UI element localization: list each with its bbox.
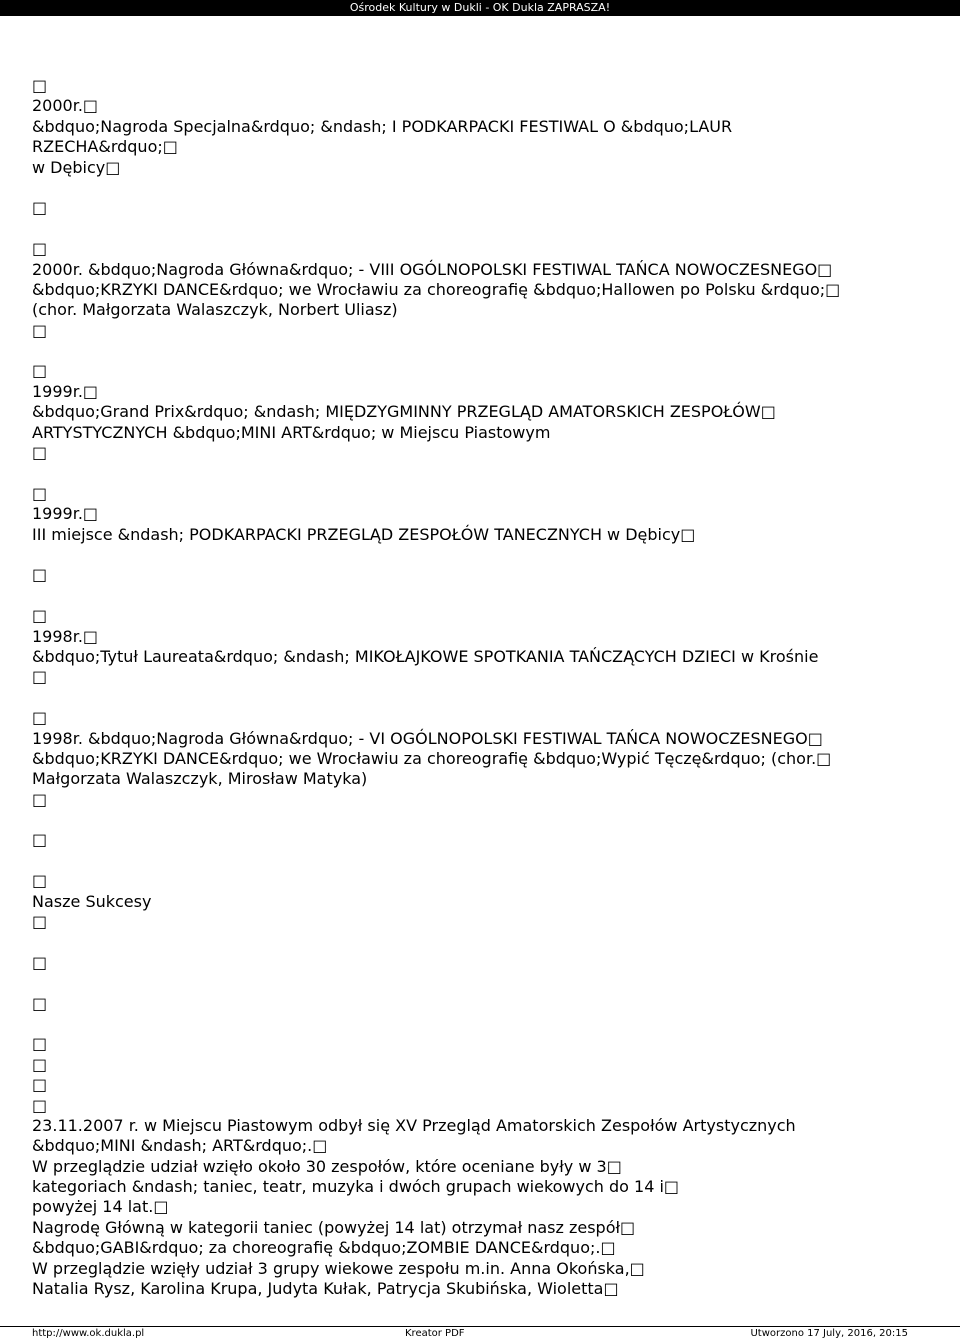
text-line bbox=[32, 219, 932, 239]
text-line: □ bbox=[32, 912, 48, 932]
text-line: Nasze Sukcesy bbox=[32, 891, 152, 911]
page-footer bbox=[0, 1326, 960, 1342]
text-line: □ bbox=[32, 871, 48, 891]
text-line: III miejsce &ndash; PODKARPACKI PRZEGLĄD ZESPOŁÓW TANECZNYCH w Dębicy□ bbox=[32, 524, 696, 544]
text-line bbox=[32, 545, 932, 565]
text-line: 2000r.□ bbox=[32, 96, 99, 116]
text-line: Nagrodę Główną w kategorii taniec (powyżej 14 lat) otrzymał nasz zespół□ bbox=[32, 1217, 636, 1237]
text-line: &bdquo;MINI &ndash; ART&rdquo;.□ bbox=[32, 1136, 328, 1156]
text-line bbox=[32, 178, 932, 198]
text-line bbox=[32, 932, 932, 952]
text-line: □ bbox=[32, 443, 48, 463]
text-line: &bdquo;KRZYKI DANCE&rdquo; we Wrocławiu za choreografię &bdquo;Hallowen po Polsku &rdquo;□ bbox=[32, 279, 841, 299]
text-line: □ bbox=[32, 830, 48, 850]
text-line: Natalia Rysz, Karolina Krupa, Judyta Kułak, Patrycja Skubińska, Wioletta□ bbox=[32, 1279, 619, 1299]
footer-url[interactable]: http://www.ok.dukla.pl bbox=[32, 1328, 145, 1339]
text-line: □ bbox=[32, 1054, 48, 1074]
text-line: &bdquo;KRZYKI DANCE&rdquo; we Wrocławiu za choreografię &bdquo;Wypić Tęczę&rdquo; (chor.□ bbox=[32, 748, 832, 768]
text-line: □ bbox=[32, 789, 48, 809]
text-line: □ bbox=[32, 993, 48, 1013]
text-line: 1999r.□ bbox=[32, 381, 99, 401]
text-line: □ bbox=[32, 606, 48, 626]
text-line bbox=[32, 973, 932, 993]
text-line: ARTYSTYCZNYCH &bdquo;MINI ART&rdquo; w Miejscu Piastowym bbox=[32, 422, 551, 442]
text-line bbox=[32, 688, 932, 708]
text-line: □ bbox=[32, 76, 48, 95]
text-line: 1998r. &bdquo;Nagroda Główna&rdquo; - VI OGÓLNOPOLSKI FESTIWAL TAŃCA NOWOCZESNEGO□ bbox=[32, 728, 823, 748]
text-line: &bdquo;Nagroda Specjalna&rdquo; &ndash; I PODKARPACKI FESTIWAL O &bdquo;LAUR bbox=[32, 116, 733, 136]
footer-created: Utworzono 17 July, 2016, 20:15 bbox=[750, 1328, 908, 1339]
text-line: W przeglądzie udział wzięło około 30 zespołów, które oceniane były w 3□ bbox=[32, 1156, 622, 1176]
document-body bbox=[32, 76, 932, 1299]
text-line: RZECHA&rdquo;□ bbox=[32, 137, 178, 157]
text-line: 2000r. &bdquo;Nagroda Główna&rdquo; - VIII OGÓLNOPOLSKI FESTIWAL TAŃCA NOWOCZESNEGO□ bbox=[32, 259, 833, 279]
text-line: □ bbox=[32, 565, 48, 585]
text-line: powyżej 14 lat.□ bbox=[32, 1197, 169, 1217]
text-line: 23.11.2007 r. w Miejscu Piastowym odbył się XV Przegląd Amatorskich Zespołów Artystycznych bbox=[32, 1115, 796, 1135]
text-line: □ bbox=[32, 708, 48, 728]
text-line bbox=[32, 1014, 932, 1034]
text-line: kategoriach &ndash; taniec, teatr, muzyka i dwóch grupach wiekowych do 14 i□ bbox=[32, 1177, 680, 1197]
text-line bbox=[32, 810, 932, 830]
text-line: Małgorzata Walaszczyk, Mirosław Matyka) bbox=[32, 769, 368, 789]
text-line bbox=[32, 463, 932, 483]
text-line bbox=[32, 341, 932, 361]
text-line: □ bbox=[32, 198, 48, 218]
text-line: 1999r.□ bbox=[32, 504, 99, 524]
text-line: W przeglądzie wzięły udział 3 grupy wiekowe zespołu m.in. Anna Okońska,□ bbox=[32, 1258, 645, 1278]
text-line: □ bbox=[32, 1095, 48, 1115]
text-line: 1998r.□ bbox=[32, 626, 99, 646]
footer-generator: Kreator PDF bbox=[405, 1328, 465, 1339]
text-line: w Dębicy□ bbox=[32, 157, 121, 177]
text-line bbox=[32, 586, 932, 606]
text-line: □ bbox=[32, 952, 48, 972]
text-line: &bdquo;GABI&rdquo; za choreografię &bdquo;ZOMBIE DANCE&rdquo;.□ bbox=[32, 1238, 616, 1258]
text-line bbox=[32, 851, 932, 871]
text-line: □ bbox=[32, 1034, 48, 1054]
text-line: □ bbox=[32, 361, 48, 381]
text-line: &bdquo;Grand Prix&rdquo; &ndash; MIĘDZYGMINNY PRZEGLĄD AMATORSKICH ZESPOŁÓW□ bbox=[32, 402, 776, 422]
text-line: □ bbox=[32, 320, 48, 340]
page-header bbox=[0, 0, 960, 16]
header-title: Ośrodek Kultury w Dukli - OK Dukla ZAPRASZA! bbox=[349, 1, 611, 14]
text-line: (chor. Małgorzata Walaszczyk, Norbert Uliasz) bbox=[32, 300, 398, 320]
text-line: □ bbox=[32, 239, 48, 259]
text-line: □ bbox=[32, 1075, 48, 1095]
text-line: □ bbox=[32, 483, 48, 503]
text-line: &bdquo;Tytuł Laureata&rdquo; &ndash; MIKOŁAJKOWE SPOTKANIA TAŃCZĄCYCH DZIECI w Krośnie bbox=[32, 646, 819, 666]
text-line: □ bbox=[32, 667, 48, 687]
